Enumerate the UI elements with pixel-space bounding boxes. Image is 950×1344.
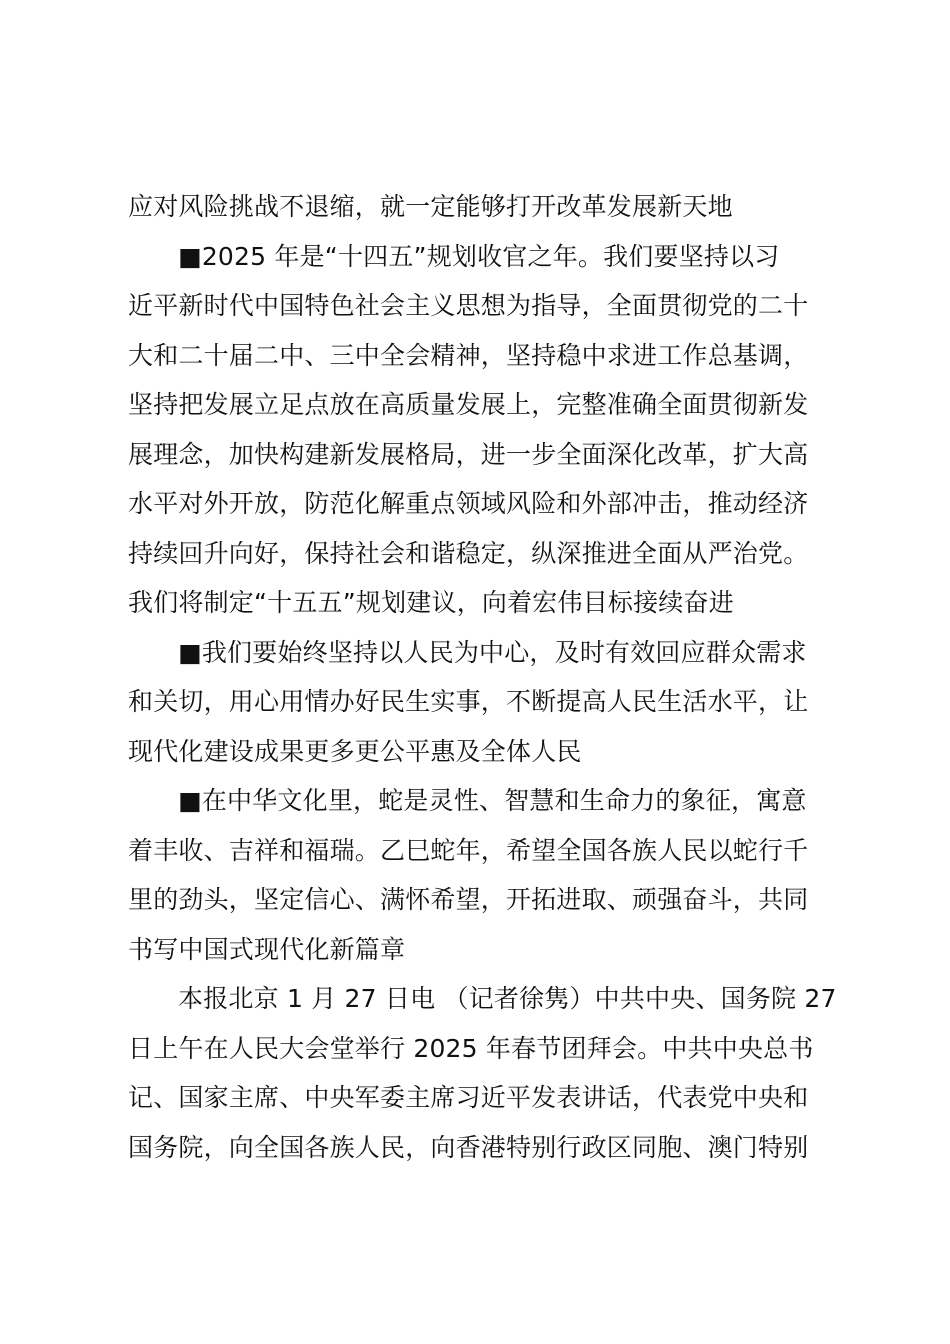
text-line: 展理念，加快构建新发展格局，进一步全面深化改革，扩大高 bbox=[128, 439, 809, 469]
text-line: 里的劲头，坚定信心、满怀希望，开拓进取、顽强奋斗，共同 bbox=[128, 885, 809, 914]
text-line: 坚持把发展立足点放在高质量发展上，完整准确全面贯彻新发 bbox=[128, 390, 809, 419]
text-line: ■我们要始终坚持以人民为中心，及时有效回应群众需求 bbox=[178, 637, 807, 667]
article-body bbox=[128, 182, 837, 1172]
text-line: 着丰收、吉祥和福瑞。乙巳蛇年，希望全国各族人民以蛇行千 bbox=[128, 835, 809, 865]
text-line: 持续回升向好，保持社会和谐稳定，纵深推进全面从严治党。 bbox=[128, 538, 809, 568]
text-line: 书写中国式现代化新篇章 bbox=[128, 934, 406, 964]
text-line: ■在中华文化里，蛇是灵性、智慧和生命力的象征，寓意 bbox=[178, 786, 807, 815]
text-line: ■2025 年是“十四五”规划收官之年。我们要坚持以习 bbox=[178, 241, 780, 271]
text-line: 日上午在人民大会堂举行 2025 年春节团拜会。中共中央总书 bbox=[128, 1033, 814, 1063]
text-line: 应对风险挑战不退缩，就一定能够打开改革发展新天地 bbox=[128, 192, 733, 221]
text-line: 现代化建设成果更多更公平惠及全体人民 bbox=[128, 736, 582, 766]
text-line: 和关切，用心用情办好民生实事，不断提高人民生活水平，让 bbox=[128, 687, 809, 716]
text-line: 本报北京 1 月 27 日电 （记者徐隽）中共中央、国务院 27 bbox=[178, 984, 837, 1013]
text-line: 我们将制定“十五五”规划建议，向着宏伟目标接续奋进 bbox=[128, 588, 734, 617]
text-line: 记、国家主席、中央军委主席习近平发表讲话，代表党中央和 bbox=[128, 1083, 809, 1112]
text-line: 近平新时代中国特色社会主义思想为指导，全面贯彻党的二十 bbox=[128, 291, 809, 320]
text-line: 国务院，向全国各族人民，向香港特别行政区同胞、澳门特别 bbox=[128, 1132, 809, 1162]
text-line: 大和二十届二中、三中全会精神，坚持稳中求进工作总基调， bbox=[128, 340, 809, 370]
text-line: 水平对外开放，防范化解重点领域风险和外部冲击，推动经济 bbox=[128, 489, 809, 518]
